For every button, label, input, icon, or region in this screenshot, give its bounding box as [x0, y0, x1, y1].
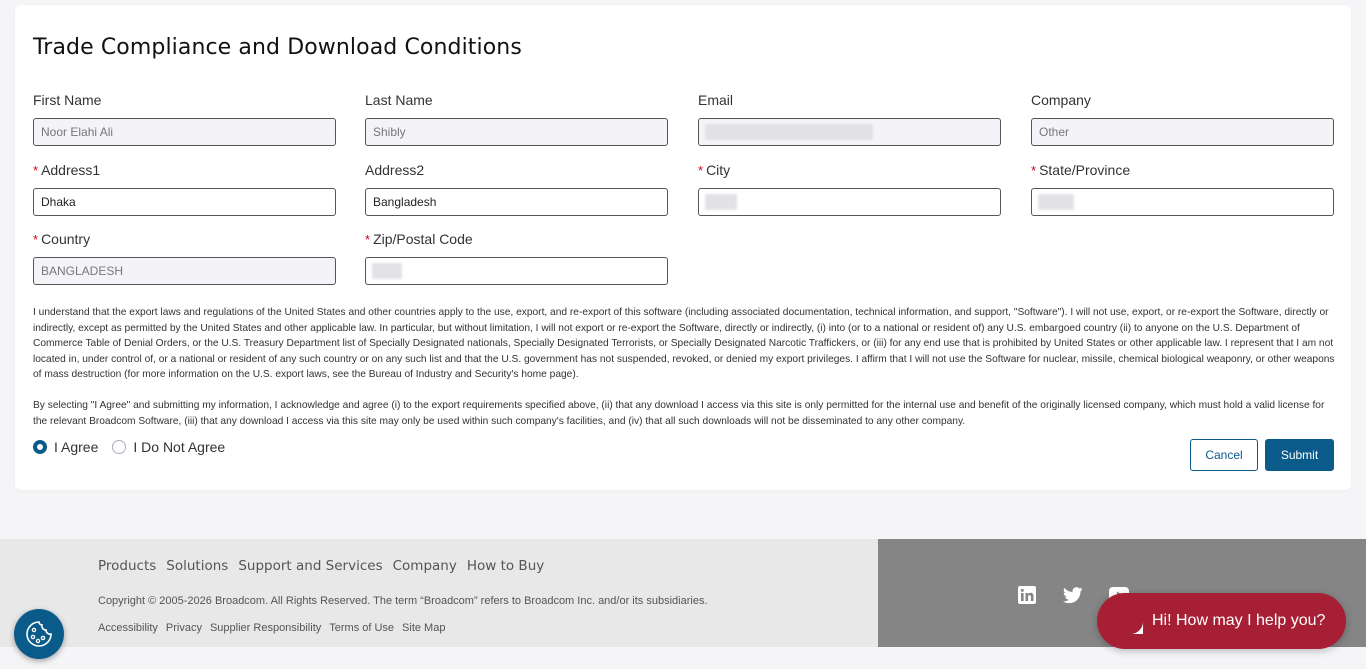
radio-unchecked-icon[interactable] — [112, 440, 126, 454]
email-label: Email — [698, 92, 734, 108]
email-input[interactable] — [698, 118, 1001, 146]
address2-label: Address2 — [365, 162, 425, 178]
linkedin-icon[interactable] — [1017, 585, 1037, 605]
export-terms-text: I understand that the export laws and regulations of the United States and other countries apply to the use, export, and re-export of this software (including associated documentation, technical information, and support, "Software"). I will not use, export, or re-export the Software, directly or indirectly, except as permitted by the United States and other applicable law. In particular, but without limitation, I will not export or re-export the Software, directly or indirectly, (i) into (or to a national or resident of) any U.S. embargoed country (ii) to anyone on the U.S. Department of Commerce Table of Denial Orders, or the U.S. Treasury Department list of Specially Designated nationals, Specially Designated Terrorists, or Specially Designated Narcotic Traffickers, or (iii) for any end use that is prohibited by United States or other applicable law. I represent that I am not located in, under control of, or a national or resident of any such country or on any such list and that the U.S. government has not suspended, revoked, or denied my export privileges. I affirm that I will not use the Software for nuclear, missile, chemical biological weaponry, or other weapons of mass destruction (for more information on the U.S. export laws, see the Bureau of Industry and Security's home page). — [33, 307, 1335, 381]
footer-link-supplier[interactable]: Supplier Responsibility — [209, 622, 322, 634]
footer-nav-company[interactable]: Company — [392, 558, 457, 574]
state-label-row — [1031, 160, 1334, 180]
country-label-row — [33, 229, 336, 249]
required-marker: * — [698, 163, 704, 178]
country-input[interactable]: BANGLADESH — [33, 257, 336, 285]
agree-radio[interactable] — [33, 439, 98, 455]
required-marker: * — [33, 163, 39, 178]
state-input[interactable] — [1031, 188, 1334, 216]
zip-input[interactable] — [365, 257, 668, 285]
last-name-label: Last Name — [365, 92, 433, 108]
first-name-label: First Name — [33, 92, 102, 108]
chat-prompt-text: Hi! How may I help you? — [1152, 612, 1326, 629]
footer-nav-support[interactable]: Support and Services — [238, 558, 383, 574]
redacted-value — [372, 263, 402, 279]
footer-links — [98, 622, 453, 634]
chat-bubble-icon — [1117, 608, 1144, 635]
agree-label: I Agree — [54, 439, 99, 455]
email-field — [698, 90, 1001, 146]
cancel-button[interactable]: Cancel — [1190, 439, 1258, 471]
radio-checked-icon[interactable] — [33, 440, 47, 454]
country-field — [33, 229, 336, 285]
footer-nav — [98, 558, 554, 574]
zip-label-row — [365, 229, 668, 249]
site-footer — [0, 539, 878, 647]
company-input[interactable]: Other — [1031, 118, 1334, 146]
required-marker: * — [33, 232, 39, 247]
page-title: Trade Compliance and Download Conditions — [33, 35, 522, 60]
twitter-icon[interactable] — [1063, 585, 1083, 605]
zip-field — [365, 229, 668, 285]
footer-link-sitemap[interactable]: Site Map — [402, 622, 446, 634]
city-field — [698, 160, 1001, 216]
redacted-value — [705, 124, 873, 140]
agreement-terms-text: By selecting "I Agree" and submitting my information, I acknowledge and agree (i) to the export requirements specified above, (ii) that any download I access via this site is only permitted for the internal use and benefit of the originally licensed company, which must hold a valid license for the relevant Broadcom Software, (iii) that any download I access via this site may only be used within such company's facilities, and (iv) that all such downloads will not be disseminated to any other company. — [33, 400, 1325, 427]
first-name-field — [33, 90, 336, 146]
cookie-icon — [24, 619, 54, 649]
agreement-radio-group — [33, 439, 239, 455]
address1-input[interactable]: Dhaka — [33, 188, 336, 216]
address2-field — [365, 160, 668, 216]
footer-nav-solutions[interactable]: Solutions — [166, 558, 229, 574]
country-label: Country — [41, 231, 91, 247]
cookie-settings-button[interactable] — [14, 609, 64, 659]
required-marker: * — [365, 232, 371, 247]
copyright-text: Copyright © 2005-2026 Broadcom. All Rights Reserved. The term “Broadcom” refers to Broadcom Inc. and/or its subsidiaries. — [98, 595, 708, 607]
required-marker: * — [1031, 163, 1037, 178]
last-name-input[interactable]: Shibly — [365, 118, 668, 146]
city-label: City — [706, 162, 731, 178]
redacted-value — [1038, 194, 1074, 210]
compliance-form-card — [15, 5, 1351, 490]
address1-field — [33, 160, 336, 216]
footer-nav-how-to-buy[interactable]: How to Buy — [466, 558, 545, 574]
company-field — [1031, 90, 1334, 146]
footer-link-terms[interactable]: Terms of Use — [329, 622, 395, 634]
address1-label-row — [33, 160, 336, 180]
footer-link-privacy[interactable]: Privacy — [165, 622, 202, 634]
zip-label: Zip/Postal Code — [373, 231, 473, 247]
address2-input[interactable]: Bangladesh — [365, 188, 668, 216]
city-label-row — [698, 160, 1001, 180]
submit-button[interactable]: Submit — [1265, 439, 1334, 471]
chat-widget-button[interactable] — [1097, 593, 1346, 649]
state-label: State/Province — [1039, 162, 1131, 178]
last-name-field — [365, 90, 668, 146]
disagree-radio[interactable] — [112, 439, 225, 455]
state-field — [1031, 160, 1334, 216]
footer-nav-products[interactable]: Products — [98, 558, 157, 574]
redacted-value — [705, 194, 737, 210]
first-name-input[interactable]: Noor Elahi Ali — [33, 118, 336, 146]
city-input[interactable] — [698, 188, 1001, 216]
company-label: Company — [1031, 92, 1091, 108]
address1-label: Address1 — [41, 162, 101, 178]
disagree-label: I Do Not Agree — [133, 439, 226, 455]
footer-link-accessibility[interactable]: Accessibility — [98, 622, 158, 634]
